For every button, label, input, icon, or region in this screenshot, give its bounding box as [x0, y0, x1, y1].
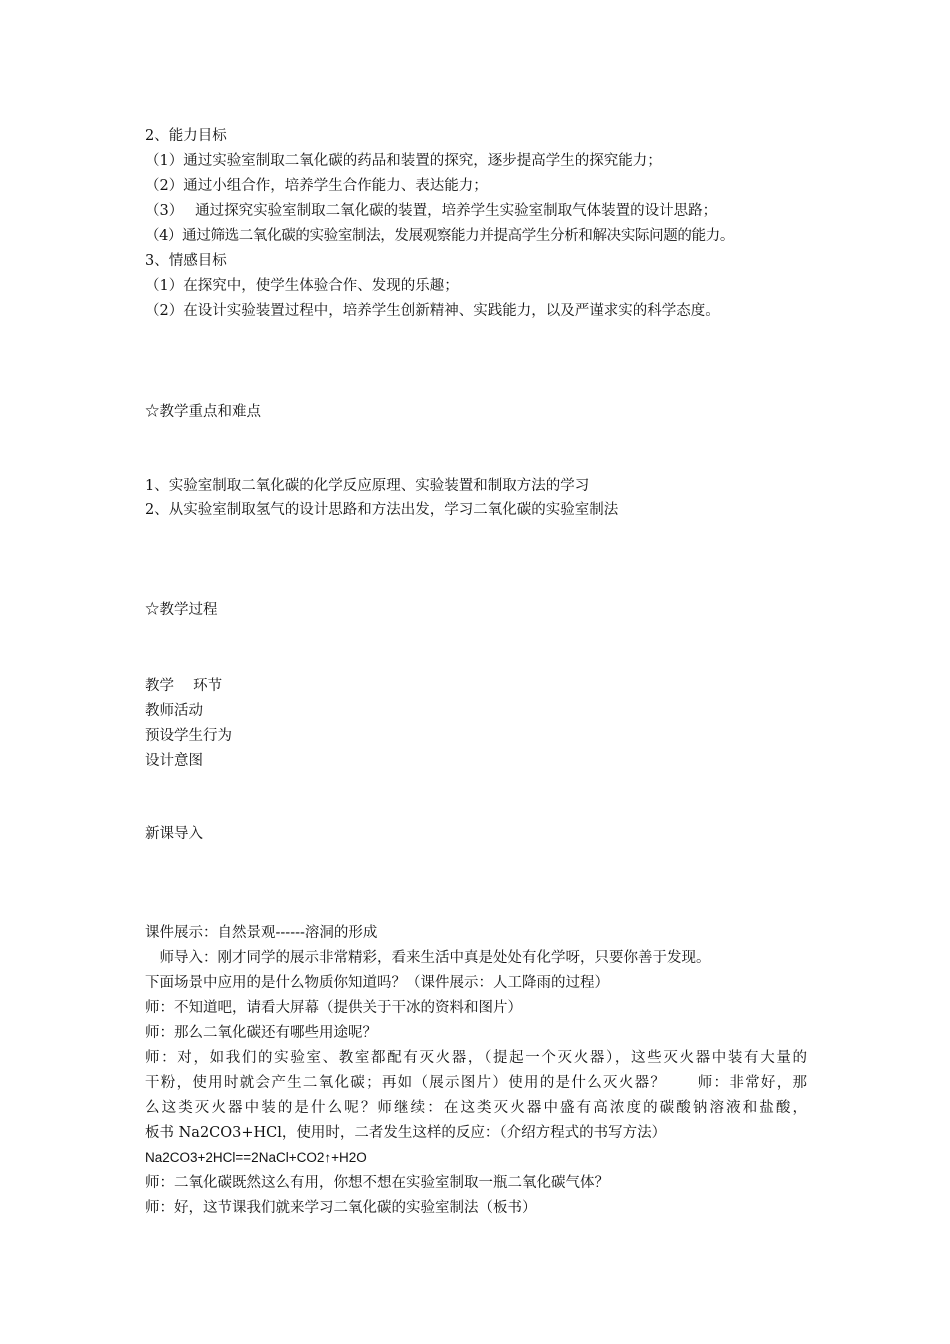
- ability-goal-4: （4）通过筛选二氧化碳的实验室制法，发展观察能力并提高学生分析和解决实际问题的能力。: [145, 228, 735, 244]
- key-points-heading: ☆教学重点和难点: [145, 404, 261, 420]
- process-line-3: 下面场景中应用的是什么物质你知道吗？（课件展示：人工降雨的过程）: [145, 975, 609, 991]
- emotion-goal-1: （1）在探究中，使学生体验合作、发现的乐趣；: [145, 278, 459, 294]
- process-line-8: 么这类灭火器中装的是什么呢？师继续：在这类灭火器中盛有高浓度的碳酸钠溶液和盐酸，: [145, 1100, 807, 1116]
- process-line-12: 师：好，这节课我们就来学习二氧化碳的实验室制法（板书）: [145, 1200, 537, 1216]
- reaction-equation: Na2CO3+2HCl==2NaCl+CO2↑+H2O: [145, 1150, 367, 1165]
- emotion-goals-heading: 3、情感目标: [145, 253, 227, 269]
- process-line-9: 板书 Na2CO3+HCl，使用时，二者发生这样的反应：（介绍方程式的书写方法）: [145, 1125, 667, 1141]
- process-heading: ☆教学过程: [145, 602, 218, 618]
- ability-goal-1: （1）通过实验室制取二氧化碳的药品和装置的探究，逐步提高学生的探究能力；: [145, 153, 662, 169]
- emotion-goal-2: （2）在设计实验装置过程中，培养学生创新精神、实践能力，以及严谨求实的科学态度。: [145, 303, 720, 319]
- table-header-teacher: 教师活动: [145, 703, 203, 719]
- process-line-5: 师：那么二氧化碳还有哪些用途呢？: [145, 1025, 377, 1041]
- key-point-2: 2、从实验室制取氢气的设计思路和方法出发，学习二氧化碳的实验室制法: [145, 502, 619, 518]
- process-line-1: 课件展示：自然景观------溶洞的形成: [145, 925, 378, 941]
- ability-goals-heading: 2、能力目标: [145, 128, 227, 144]
- table-header-stage: 教学 环节: [145, 678, 223, 694]
- table-header-intent: 设计意图: [145, 753, 203, 769]
- ability-goal-2: （2）通过小组合作，培养学生合作能力、表达能力；: [145, 178, 488, 194]
- process-line-2: 师导入：刚才同学的展示非常精彩，看来生活中真是处处有化学呀，只要你善于发现。: [145, 950, 711, 966]
- key-point-1: 1、实验室制取二氧化碳的化学反应原理、实验装置和制取方法的学习: [145, 478, 590, 494]
- process-line-7: 干粉，使用时就会产生二氧化碳；再如（展示图片）使用的是什么灭火器？ 师：非常好，那: [145, 1075, 807, 1091]
- stage-new-lesson: 新课导入: [145, 826, 203, 842]
- process-line-4: 师：不知道吧，请看大屏幕（提供关于干冰的资料和图片）: [145, 1000, 522, 1016]
- table-header-student: 预设学生行为: [145, 728, 232, 744]
- process-line-11: 师：二氧化碳既然这么有用，你想不想在实验室制取一瓶二氧化碳气体？: [145, 1175, 609, 1191]
- process-line-6: 师：对，如我们的实验室、教室都配有灭火器，（提起一个灭火器），这些灭火器中装有大量的: [145, 1050, 807, 1066]
- ability-goal-3: （3） 通过探究实验室制取二氧化碳的装置，培养学生实验室制取气体装置的设计思路；: [145, 203, 718, 219]
